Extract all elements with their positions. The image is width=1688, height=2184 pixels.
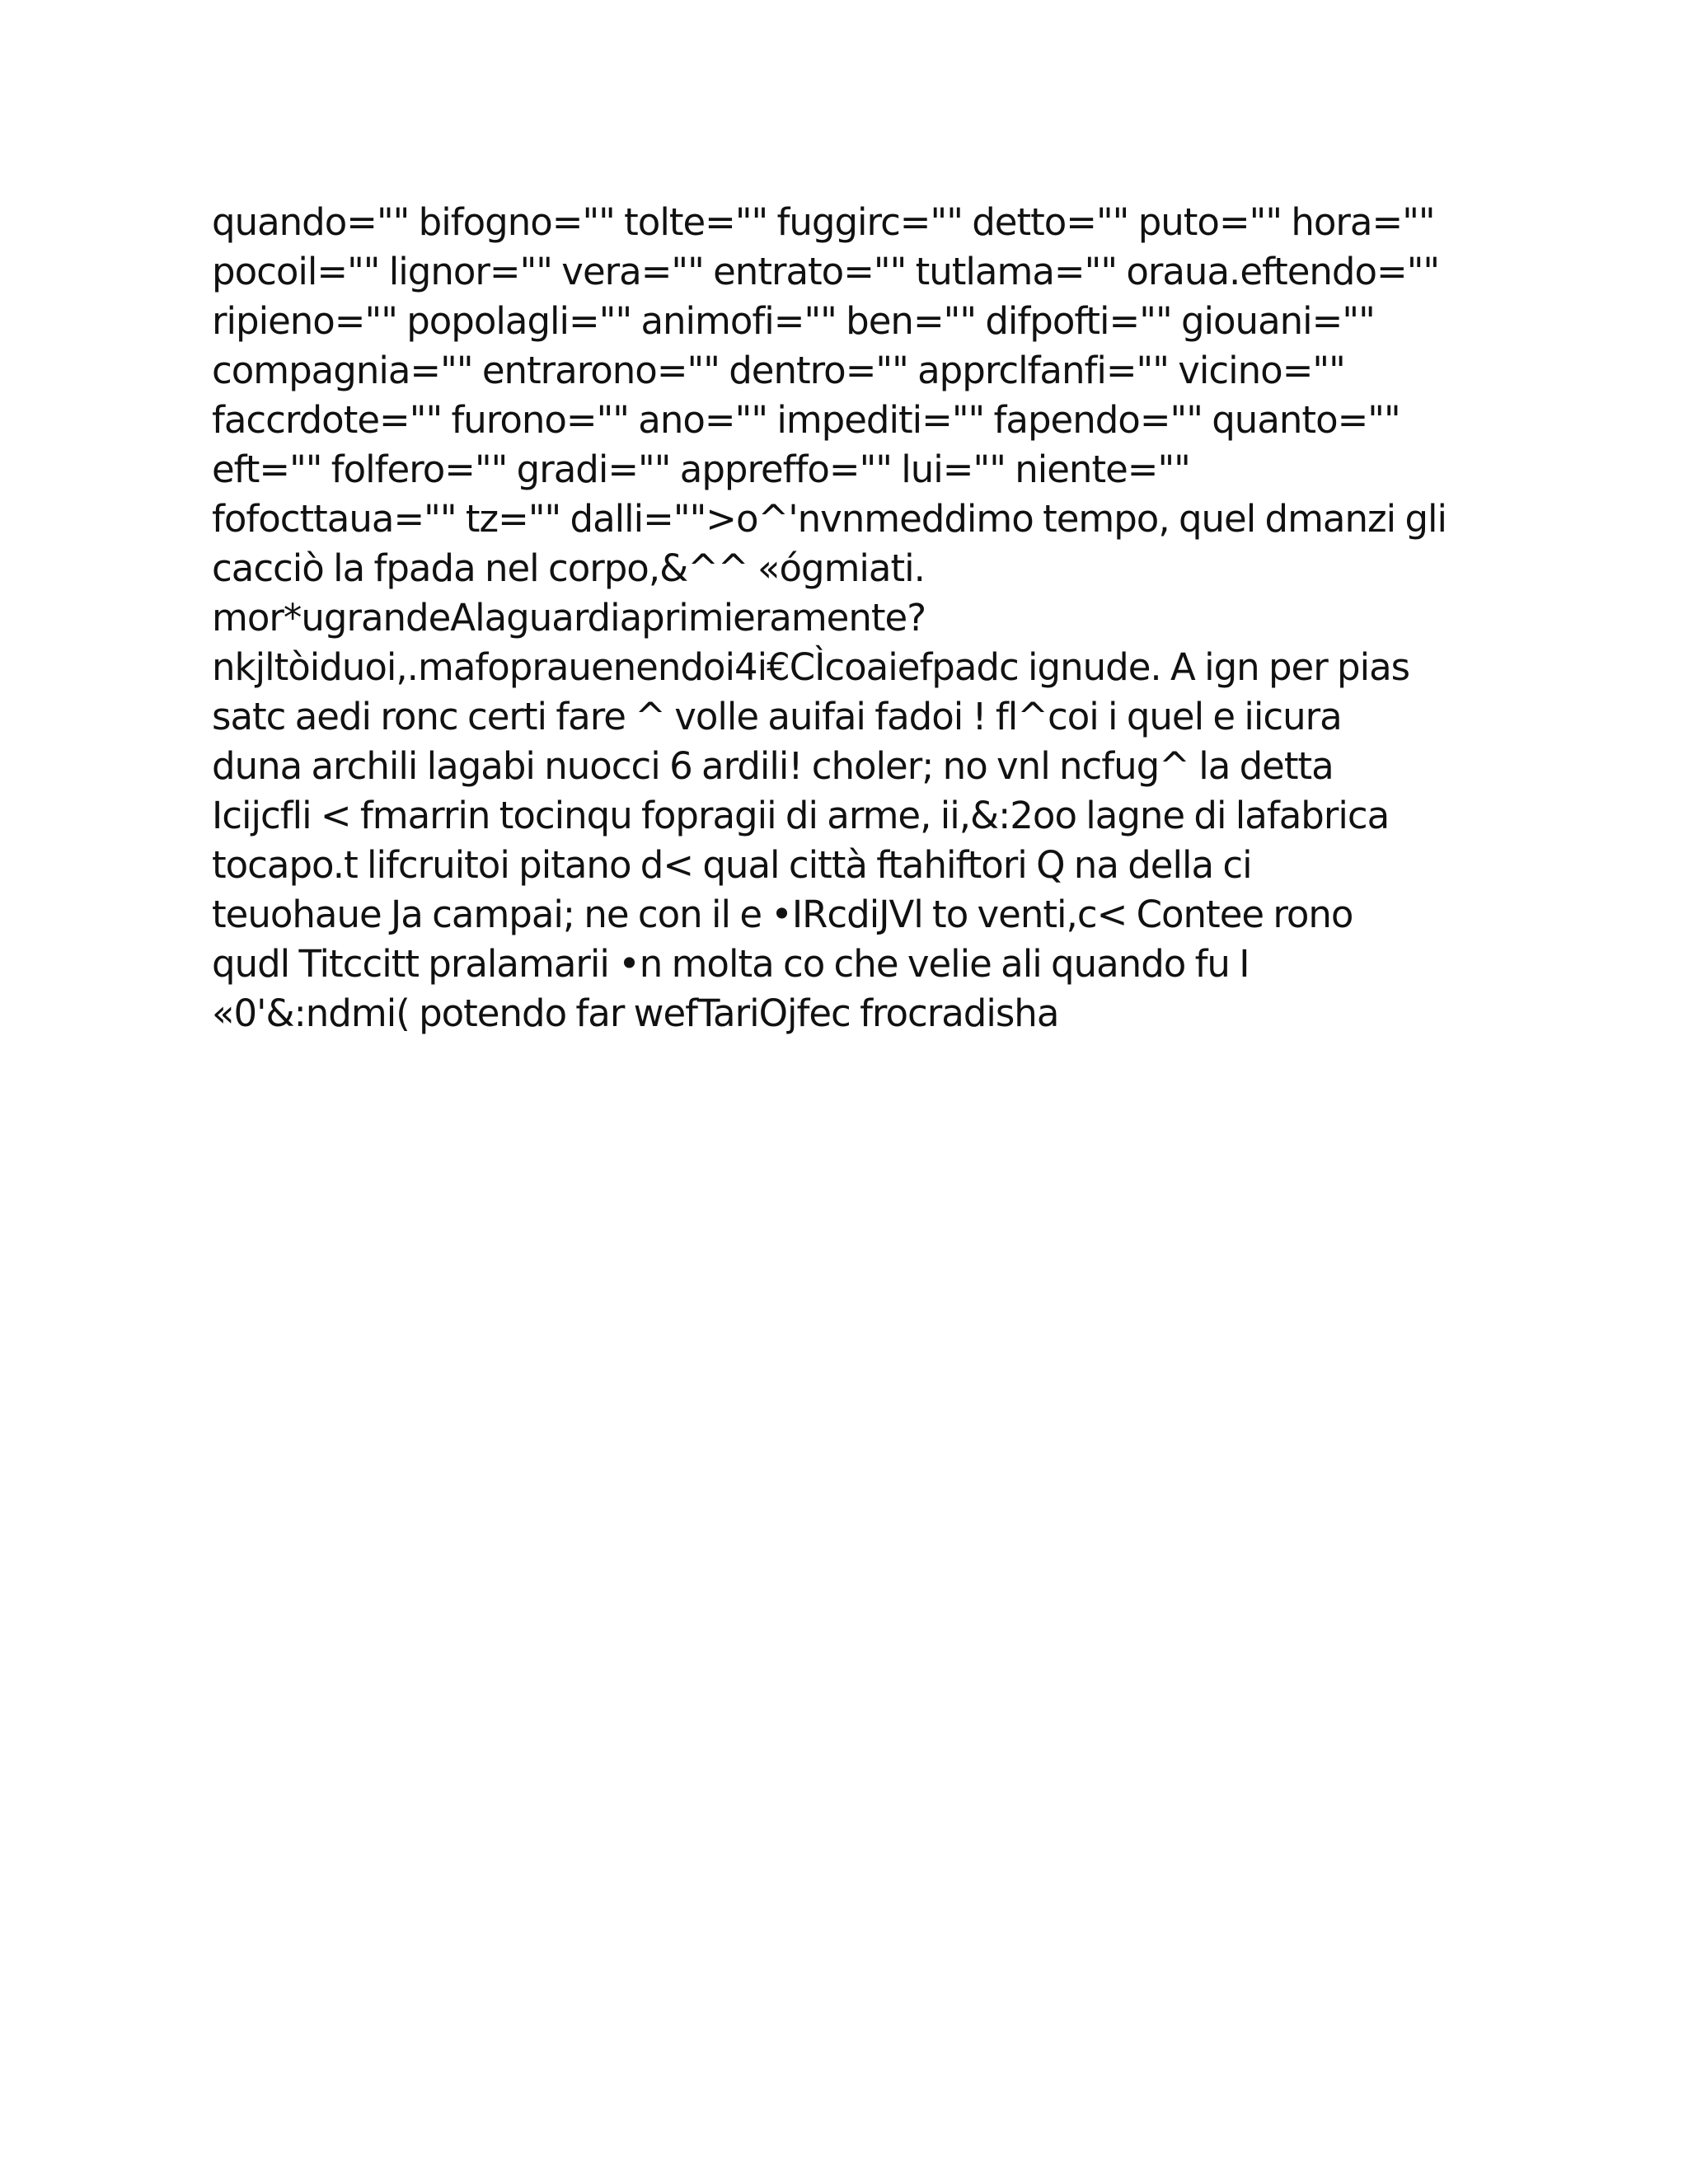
text-line-8: cacciò la fpada nel corpo,&^^ «ógmiati. [212, 546, 925, 590]
text-line-17: «0'&:ndmi( potendo far wefTariOjfec frocradisha [212, 991, 1059, 1035]
text-line-15: teuohaue Ja campai; ne con il e •IRcdiJVl to venti,c< Contee rono [212, 893, 1353, 936]
text-line-6: eft="" folfero="" gradi="" appreffo="" lui="" niente="" [212, 448, 1190, 491]
body-text [212, 198, 1498, 1038]
text-line-2: pocoil="" lignor="" vera="" entrato="" tutlama="" oraua.eftendo="" [212, 250, 1440, 293]
text-line-11: satc aedi ronc certi fare ^ volle auifai fadoi ! fl^coi i quel e iicura [212, 695, 1342, 738]
text-line-7: fofocttaua="" tz="" dalli="">o^'nvnmeddimo tempo, quel dmanzi gli [212, 497, 1447, 541]
text-line-16: qudl Titccitt pralamarii •n molta co che velie ali quando fu I [212, 942, 1250, 986]
text-line-4: compagnia="" entrarono="" dentro="" apprclfanfi="" vicino="" [212, 349, 1345, 392]
text-line-3: ripieno="" popolagli="" animofi="" ben="" difpofti="" giouani="" [212, 299, 1375, 343]
text-line-12: duna archili lagabi nuocci 6 ardili! choler; no vnl ncfug^ la detta [212, 744, 1334, 788]
text-line-10: nkjltòiduoi,.mafoprauenendoi4i€CÌcoaiefpadc ignude. A ign per pias [212, 645, 1410, 689]
text-line-13: Icijcfli < fmarrin tocinqu fopragii di arme, ii,&:2oo lagne di lafabrica [212, 794, 1390, 837]
text-line-1: quando="" bifogno="" tolte="" fuggirc="" detto="" puto="" hora="" [212, 200, 1435, 244]
text-line-14: tocapo.t lifcruitoi pitano d< qual città ftahiftori Q na della ci [212, 843, 1252, 887]
text-line-9: mor*ugrandeAlaguardiaprimieramente? [212, 596, 926, 640]
text-line-5: faccrdote="" furono="" ano="" impediti="" fapendo="" quanto="" [212, 398, 1400, 442]
